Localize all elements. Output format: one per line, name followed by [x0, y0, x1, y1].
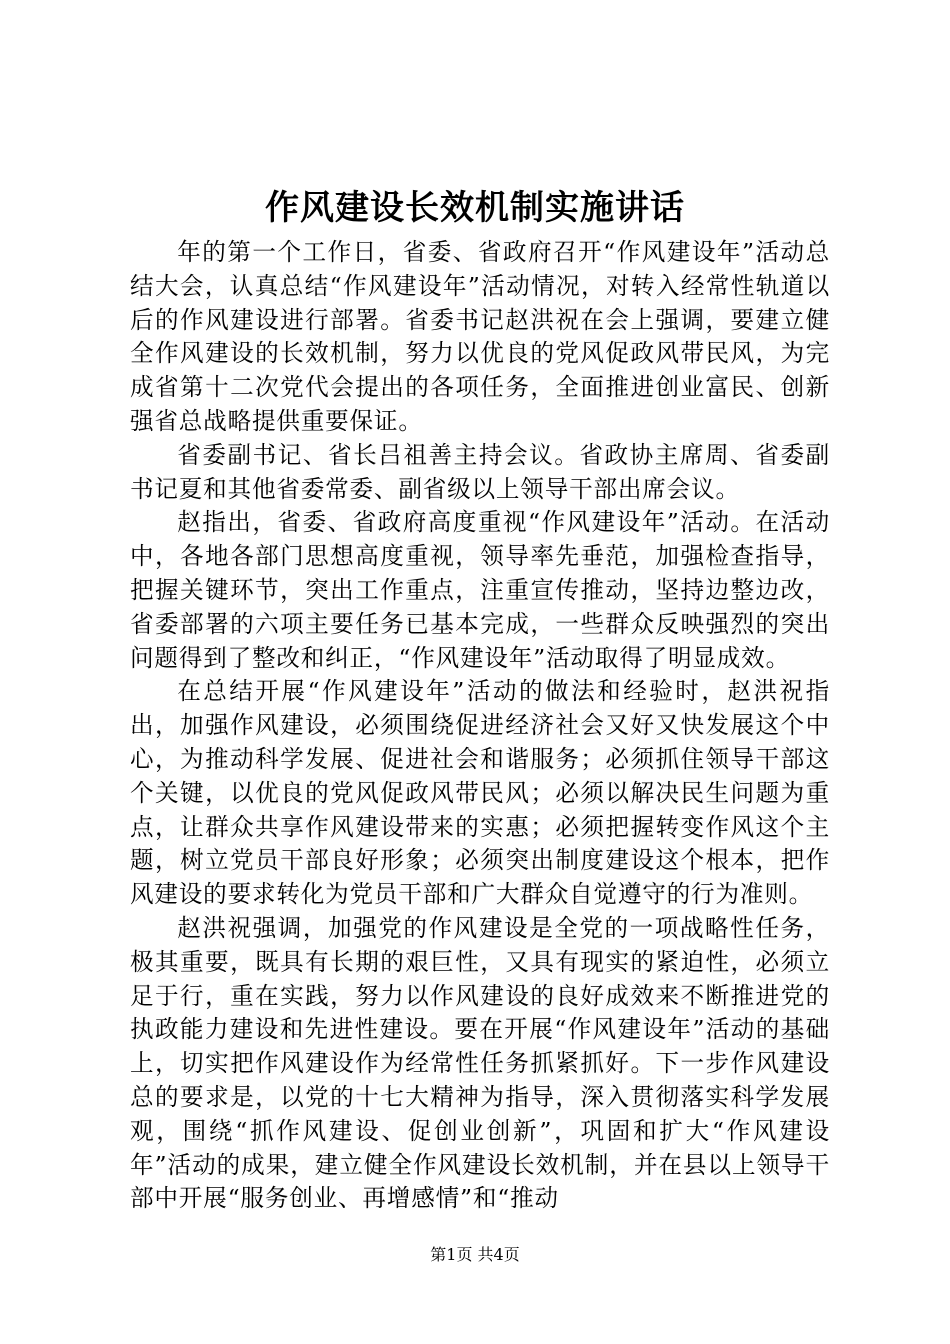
paragraph-2: 省委副书记、省长吕祖善主持会议。省政协主席周、省委副书记夏和其他省委常委、副省级以上领导干部出席会议。: [130, 440, 830, 503]
paragraph-1: 年的第一个工作日，省委、省政府召开“作风建设年”活动总结大会，认真总结“作风建设年”活动情况，对转入经常性轨道以后的作风建设进行部署。省委书记赵洪祝在会上强调，要建立健全作风建设的长效机制，努力以优良的党风促政风带民风，为完成省第十二次党代会提出的各项任务，全面推进创业富民、创新强省总战略提供重要保证。: [130, 238, 830, 435]
document-body: [130, 236, 830, 1216]
page-number-footer: 第1页 共4页: [430, 1245, 520, 1264]
paragraph-4: 在总结开展“作风建设年”活动的做法和经验时，赵洪祝指出，加强作风建设，必须围绕促进经济社会又好又快发展这个中心，为推动科学发展、促进社会和谐服务；必须抓住领导干部这个关键，以优良的党风促政风带民风；必须以解决民生问题为重点，让群众共享作风建设带来的实惠；必须把握转变作风这个主题，树立党员干部良好形象；必须突出制度建设这个根本，把作风建设的要求转化为党员干部和广大群众自觉遵守的行为准则。: [130, 677, 830, 909]
document-title: 作风建设长效机制实施讲话: [265, 188, 685, 228]
paragraph-5: 赵洪祝强调，加强党的作风建设是全党的一项战略性任务，极其重要，既具有长期的艰巨性，又具有现实的紧迫性，必须立足于行，重在实践，努力以作风建设的良好成效来不断推进党的执政能力建设和先进性建设。要在开展“作风建设年”活动的基础上，切实把作风建设作为经常性任务抓紧抓好。下一步作风建设总的要求是，以党的十七大精神为指导，深入贯彻落实科学发展观，围绕“抓作风建设、促创业创新”，巩固和扩大“作风建设年”活动的成果，建立健全作风建设长效机制，并在县以上领导干部中开展“服务创业、再增感情”和“推动: [130, 913, 830, 1213]
paragraph-3: 赵指出，省委、省政府高度重视“作风建设年”活动。在活动中，各地各部门思想高度重视，领导率先垂范，加强检查指导，把握关键环节，突出工作重点，注重宣传推动，坚持边整边改，省委部署的六项主要任务已基本完成，一些群众反映强烈的突出问题得到了整改和纠正，“作风建设年”活动取得了明显成效。: [130, 508, 830, 672]
